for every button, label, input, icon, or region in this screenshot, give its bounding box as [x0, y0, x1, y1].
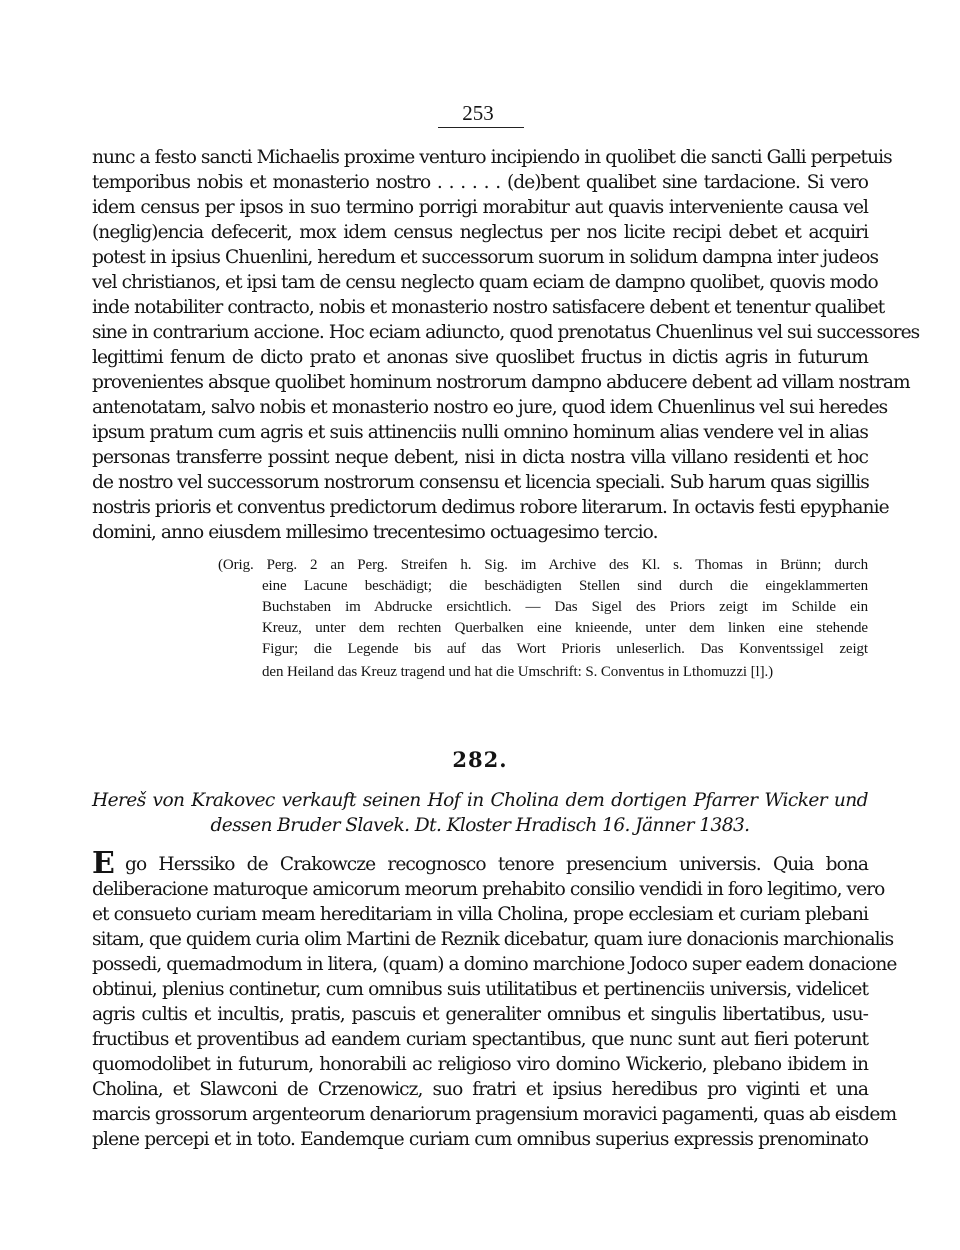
text-line: fructibus et proventibus ad eandem curiam spectantibus, que nunc sunt aut fieri poterunt [92, 1029, 868, 1050]
text-line: nunc a festo sancti Michaelis proxime venturo incipiendo in quolibet die sancti Galli perpetuis [92, 147, 892, 168]
text-line: possedi, quemadmodum in litera, (quam) a domino marchione Jodoco super eadem donacione [92, 954, 897, 975]
note-line: eine Lacune beschädigt; die beschädigten Stellen sind durch die eingeklammerten [262, 578, 868, 594]
initial-letter: E [92, 846, 115, 881]
note-line: den Heiland das Kreuz tragend und hat die Umschrift: S. Conventus in Lthomuzzi [l].) [262, 664, 774, 680]
text-line: go Herssiko de Crakowcze recognosco tenore presencium universis. Quia bona [125, 854, 868, 875]
text-line: marcis grossorum argenteorum denariorum pragensium moravici pagamenti, quas ab eisdem [92, 1104, 897, 1125]
text-line: obtinui, plenius continetur, cum omnibus suis utilitatibus et pertinenciis universis, videlicet [92, 979, 868, 1000]
document-number: 282. [452, 747, 508, 772]
text-line: inde notabiliter contracto, nobis et monasterio nostro satisfacere debent et tenentur qualibet [92, 297, 885, 318]
note-line: Kreuz, unter dem rechten Querbalken eine knieende, unter dem linken eine stehende [262, 620, 868, 636]
page-number-rule [438, 127, 524, 128]
note-line: (Orig. Perg. 2 an Perg. Streifen h. Sig. im Archive des Kl. s. Thomas in Brünn; durch [218, 557, 868, 573]
text-line: vel christianos, et ipsi tam de censu neglecto quam eciam de dampno quolibet, quovis modo [92, 272, 878, 293]
text-line: temporibus nobis et monasterio nostro . . . . . . (de)bent qualibet sine tardacione. Si vero [92, 172, 868, 193]
text-line: legittimi fenum de dicto prato et anonas sive quoslibet fructus in dictis agris in futurum [92, 347, 868, 368]
text-line: antenotatam, salvo nobis et monasterio nostro eo jure, quod idem Chuenlinus vel sui heredes [92, 397, 888, 418]
text-line: (neglig)encia defecerit, mox idem census neglectus per nos licite recipi debet et acquiri [92, 222, 868, 243]
text-line: ipsum pratum cum agris et suis attinenciis nulli omnino hominum alias vendere vel in alias [92, 422, 868, 443]
text-line: personas transferre possint neque debent, nisi in dicta nostra villa villano residenti et hoc [92, 447, 868, 468]
text-line: sine in contrarium accione. Hoc eciam adiuncto, quod prenotatus Chuenlinus vel sui successores [92, 322, 920, 343]
text-line: quomodolibet in futurum, honorabili ac religioso viro domino Wickerio, plebano ibidem in [92, 1054, 868, 1075]
text-line: provenientes absque quolibet hominum nostrorum dampno abducere debent ad villam nostram [92, 372, 910, 393]
text-line: agris cultis et incultis, pratis, pascuis et generaliter omnibus et singulis libertatibus, usu- [92, 1004, 868, 1025]
text-line: et consueto curiam meam hereditariam in villa Cholina, prope ecclesiam et curiam plebani [92, 904, 868, 925]
text-line: idem census per ipsos in suo termino porrigi morabitur aut quavis interveniente causa vel [92, 197, 868, 218]
note-line: Buchstaben im Abdrucke ersichtlich. — Das Sigel des Priors zeigt im Schilde ein [262, 599, 868, 615]
text-line: deliberacione maturoque amicorum meorum prehabito consilio vendidi in foro legitimo, vero [92, 879, 885, 900]
note-line: Figur; die Legende bis auf das Wort Prioris unleserlich. Das Konventssigel zeigt [262, 641, 868, 657]
text-line: de nostro vel successorum nostrorum consensu et licencia speciali. Sub harum quas sigillis [92, 472, 869, 493]
page-number: 253 [462, 101, 494, 125]
text-line: domini, anno eiusdem millesimo trecentesimo octuagesimo tercio. [92, 522, 658, 543]
heading-line: dessen Bruder Slavek. Dt. Kloster Hradisch 16. Jänner 1383. [210, 815, 750, 836]
text-line: sitam, que quidem curia olim Martini de Reznik dicebatur, quam iure donacionis marchionalis [92, 929, 894, 950]
text-line: Cholina, et Slawconi de Crzenowicz, suo fratri et ipsius heredibus pro viginti et una [92, 1079, 868, 1100]
heading-line: Hereš von Krakovec verkauft seinen Hof in Cholina dem dortigen Pfarrer Wicker und [92, 790, 868, 811]
text-line: plene percepi et in toto. Eandemque curiam cum omnibus superius expressis prenominato [92, 1129, 868, 1150]
text-line: potest in ipsius Chuenlini, heredum et successorum suorum in solidum dampna inter judeos [92, 247, 879, 268]
text-line: nostris prioris et conventus predictorum dedimus robore literarum. In octavis festi epyphanie [92, 497, 889, 518]
